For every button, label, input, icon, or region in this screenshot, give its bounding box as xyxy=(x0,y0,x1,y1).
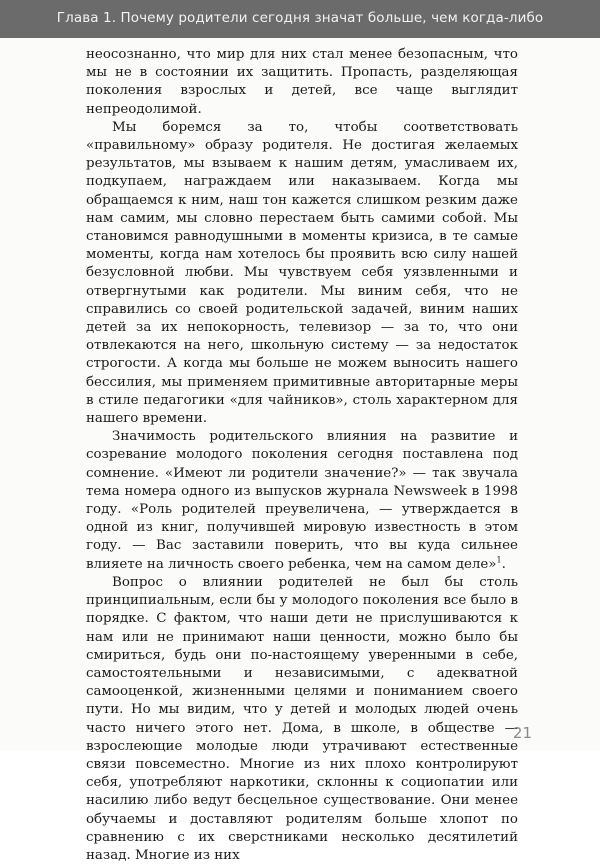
page-body xyxy=(86,46,518,865)
paragraph xyxy=(86,119,518,428)
paragraph xyxy=(86,428,518,574)
paragraph-text: Значимость родительского влияния на развитие и созревание молодого поколения сегодня поставлена под сомнение. «Имеют ли родители значение?» — так звучала тема номера одного из выпусков журнала Newsweek в 1998 году. «Роль родителей преувеличена, — утверждается в одной из книг, получившей мировую известность в этом году. — Вас заставили поверить, что вы куда сильнее влияете на личность своего ребенка, чем на самом деле» xyxy=(86,429,518,572)
paragraph xyxy=(86,46,518,119)
running-header xyxy=(0,0,600,38)
paragraph-text: Мы боремся за то, чтобы соответствовать «правильному» образу родителя. Не достигая желаемых результатов, мы взываем к нашим детям, умасливаем их, подкупаем, награждаем или наказываем. Когда мы обращаемся к ним, наш тон кажется слишком резким даже нам самим, мы словно перестаем быть самими собой. Мы становимся равнодушными в моменты кризиса, в те самые моменты, когда нам хотелось бы проявить всю силу нашей безусловной любви. Мы чувствуем себя уязвленными и отвергнутыми как родители. Мы виним себя, что не справились со своей родительской задачей, виним наших детей за их непокорность, телевизор — за то, что они отвлекаются на него, школьную систему — за недостаток строгости. А когда мы больше не можем выносить нашего бессилия, мы применяем примитивные авторитарные меры в стиле педагогики «для чайников», столь характерном для нашего времени. xyxy=(86,119,518,427)
paragraph-text: Вопрос о влиянии родителей не был бы столь принципиальным, если бы у молодого поколения все было в порядке. С фактом, что наши дети не прислушиваются к нам или не принимают наши ценности, можно было бы смириться, будь они по-настоящему уверенными в себе, самостоятельными и независимыми, с адекватной самооценкой, жизненными целями и пониманием своего пути. Но мы видим, что у детей и молодых людей очень часто ничего этого нет. Дома, в школе, в обществе — взрослеющие молодые люди утрачивают естественные связи повсеместно. Многие из них плохо контролируют себя, употребляют наркотики, склонны к социопатии или насилию либо ведут бесцельное существование. Они менее обучаемы и доставляют родителям больше хлопот по сравнению с их сверстниками несколько десятилетий назад. Многие из них xyxy=(86,574,518,863)
paragraph-text: неосознанно, что мир для них стал менее безопасным, что мы не в состоянии их защитить. Пропасть, разделяющая поколения взрослых и детей, все чаще выглядит непреодолимой. xyxy=(86,47,518,117)
page-number: 21 xyxy=(512,724,532,742)
chapter-title: Глава 1. Почему родители сегодня значат больше, чем когда-либо xyxy=(56,10,544,26)
paragraph xyxy=(86,574,518,865)
footnote-marker: 1 xyxy=(496,555,502,565)
paragraph-tail: . xyxy=(501,556,506,572)
